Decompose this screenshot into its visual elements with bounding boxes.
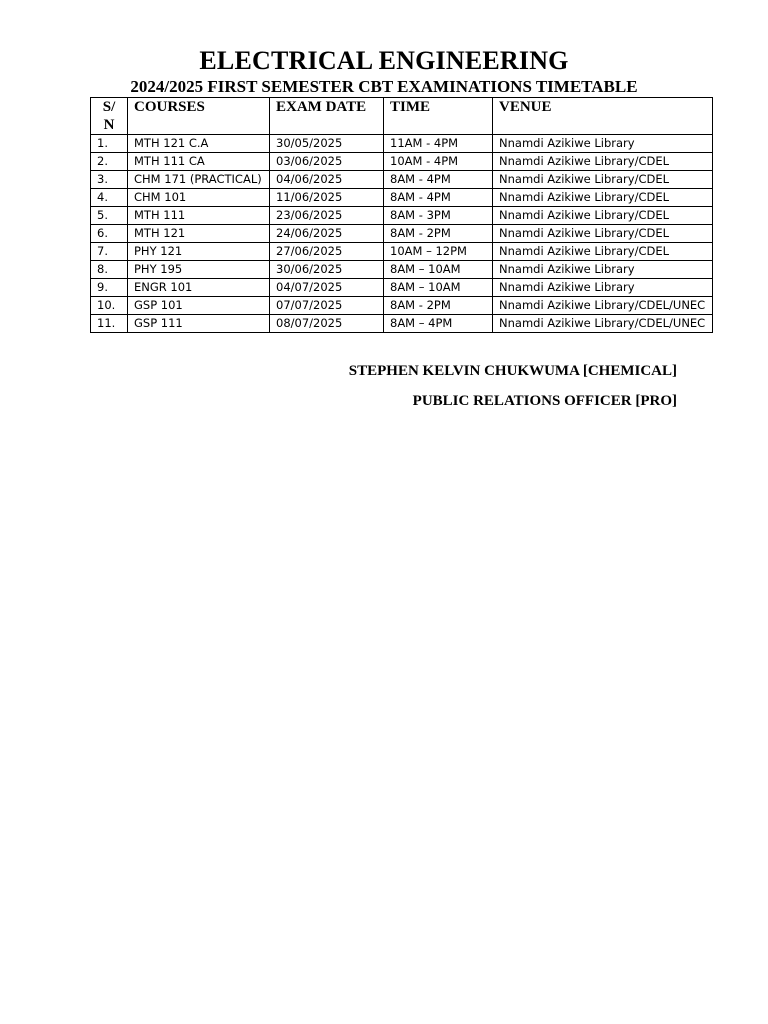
header-sn-label: S/N bbox=[102, 99, 116, 133]
timetable-table bbox=[90, 97, 713, 333]
cell-venue: Nnamdi Azikiwe Library bbox=[493, 261, 713, 279]
cell-exam-date: 04/07/2025 bbox=[270, 279, 384, 297]
cell-course: ENGR 101 bbox=[128, 279, 270, 297]
cell-exam-date: 04/06/2025 bbox=[270, 171, 384, 189]
cell-time: 8AM – 4PM bbox=[384, 315, 493, 333]
cell-venue: Nnamdi Azikiwe Library/CDEL bbox=[493, 153, 713, 171]
cell-time: 8AM – 10AM bbox=[384, 261, 493, 279]
cell-time: 11AM - 4PM bbox=[384, 135, 493, 153]
cell-course: GSP 111 bbox=[128, 315, 270, 333]
header-venue: VENUE bbox=[493, 98, 713, 135]
header-sn bbox=[91, 98, 128, 135]
table-row bbox=[91, 225, 713, 243]
cell-time: 8AM - 4PM bbox=[384, 189, 493, 207]
signatory-role: PUBLIC RELATIONS OFFICER [PRO] bbox=[412, 393, 677, 409]
table-row bbox=[91, 315, 713, 333]
cell-course: CHM 101 bbox=[128, 189, 270, 207]
header-time: TIME bbox=[384, 98, 493, 135]
cell-time: 8AM - 2PM bbox=[384, 225, 493, 243]
cell-course: CHM 171 (PRACTICAL) bbox=[128, 171, 270, 189]
cell-sn: 9. bbox=[91, 279, 128, 297]
cell-course: MTH 111 bbox=[128, 207, 270, 225]
cell-course: PHY 121 bbox=[128, 243, 270, 261]
cell-exam-date: 11/06/2025 bbox=[270, 189, 384, 207]
cell-course: MTH 121 bbox=[128, 225, 270, 243]
table-row bbox=[91, 207, 713, 225]
signatory-name: STEPHEN KELVIN CHUKWUMA [CHEMICAL] bbox=[348, 363, 677, 379]
cell-sn: 8. bbox=[91, 261, 128, 279]
page-subtitle: 2024/2025 FIRST SEMESTER CBT EXAMINATIONS TIMETABLE bbox=[130, 77, 638, 96]
table-row bbox=[91, 153, 713, 171]
cell-sn: 2. bbox=[91, 153, 128, 171]
cell-sn: 10. bbox=[91, 297, 128, 315]
cell-venue: Nnamdi Azikiwe Library/CDEL bbox=[493, 225, 713, 243]
cell-venue: Nnamdi Azikiwe Library/CDEL bbox=[493, 207, 713, 225]
cell-sn: 7. bbox=[91, 243, 128, 261]
table-row bbox=[91, 261, 713, 279]
cell-venue: Nnamdi Azikiwe Library/CDEL/UNEC bbox=[493, 315, 713, 333]
cell-venue: Nnamdi Azikiwe Library/CDEL/UNEC bbox=[493, 297, 713, 315]
cell-sn: 11. bbox=[91, 315, 128, 333]
cell-exam-date: 23/06/2025 bbox=[270, 207, 384, 225]
cell-exam-date: 27/06/2025 bbox=[270, 243, 384, 261]
cell-venue: Nnamdi Azikiwe Library/CDEL bbox=[493, 243, 713, 261]
cell-course: MTH 111 CA bbox=[128, 153, 270, 171]
header-exam-date: EXAM DATE bbox=[270, 98, 384, 135]
cell-venue: Nnamdi Azikiwe Library/CDEL bbox=[493, 189, 713, 207]
cell-time: 8AM - 4PM bbox=[384, 171, 493, 189]
cell-sn: 6. bbox=[91, 225, 128, 243]
cell-exam-date: 07/07/2025 bbox=[270, 297, 384, 315]
cell-exam-date: 24/06/2025 bbox=[270, 225, 384, 243]
cell-venue: Nnamdi Azikiwe Library bbox=[493, 135, 713, 153]
cell-exam-date: 30/05/2025 bbox=[270, 135, 384, 153]
cell-exam-date: 03/06/2025 bbox=[270, 153, 384, 171]
table-row bbox=[91, 189, 713, 207]
table-row bbox=[91, 171, 713, 189]
cell-exam-date: 08/07/2025 bbox=[270, 315, 384, 333]
cell-course: GSP 101 bbox=[128, 297, 270, 315]
cell-exam-date: 30/06/2025 bbox=[270, 261, 384, 279]
cell-time: 8AM – 10AM bbox=[384, 279, 493, 297]
header-courses: COURSES bbox=[128, 98, 270, 135]
cell-time: 10AM - 4PM bbox=[384, 153, 493, 171]
page-title: ELECTRICAL ENGINEERING bbox=[199, 46, 569, 75]
cell-time: 10AM – 12PM bbox=[384, 243, 493, 261]
cell-time: 8AM - 3PM bbox=[384, 207, 493, 225]
cell-course: MTH 121 C.A bbox=[128, 135, 270, 153]
table-row bbox=[91, 243, 713, 261]
cell-sn: 3. bbox=[91, 171, 128, 189]
cell-course: PHY 195 bbox=[128, 261, 270, 279]
cell-sn: 4. bbox=[91, 189, 128, 207]
table-row bbox=[91, 297, 713, 315]
cell-venue: Nnamdi Azikiwe Library/CDEL bbox=[493, 171, 713, 189]
cell-venue: Nnamdi Azikiwe Library bbox=[493, 279, 713, 297]
table-row bbox=[91, 279, 713, 297]
table-header-row bbox=[91, 98, 713, 135]
cell-time: 8AM - 2PM bbox=[384, 297, 493, 315]
cell-sn: 1. bbox=[91, 135, 128, 153]
cell-sn: 5. bbox=[91, 207, 128, 225]
table-row bbox=[91, 135, 713, 153]
